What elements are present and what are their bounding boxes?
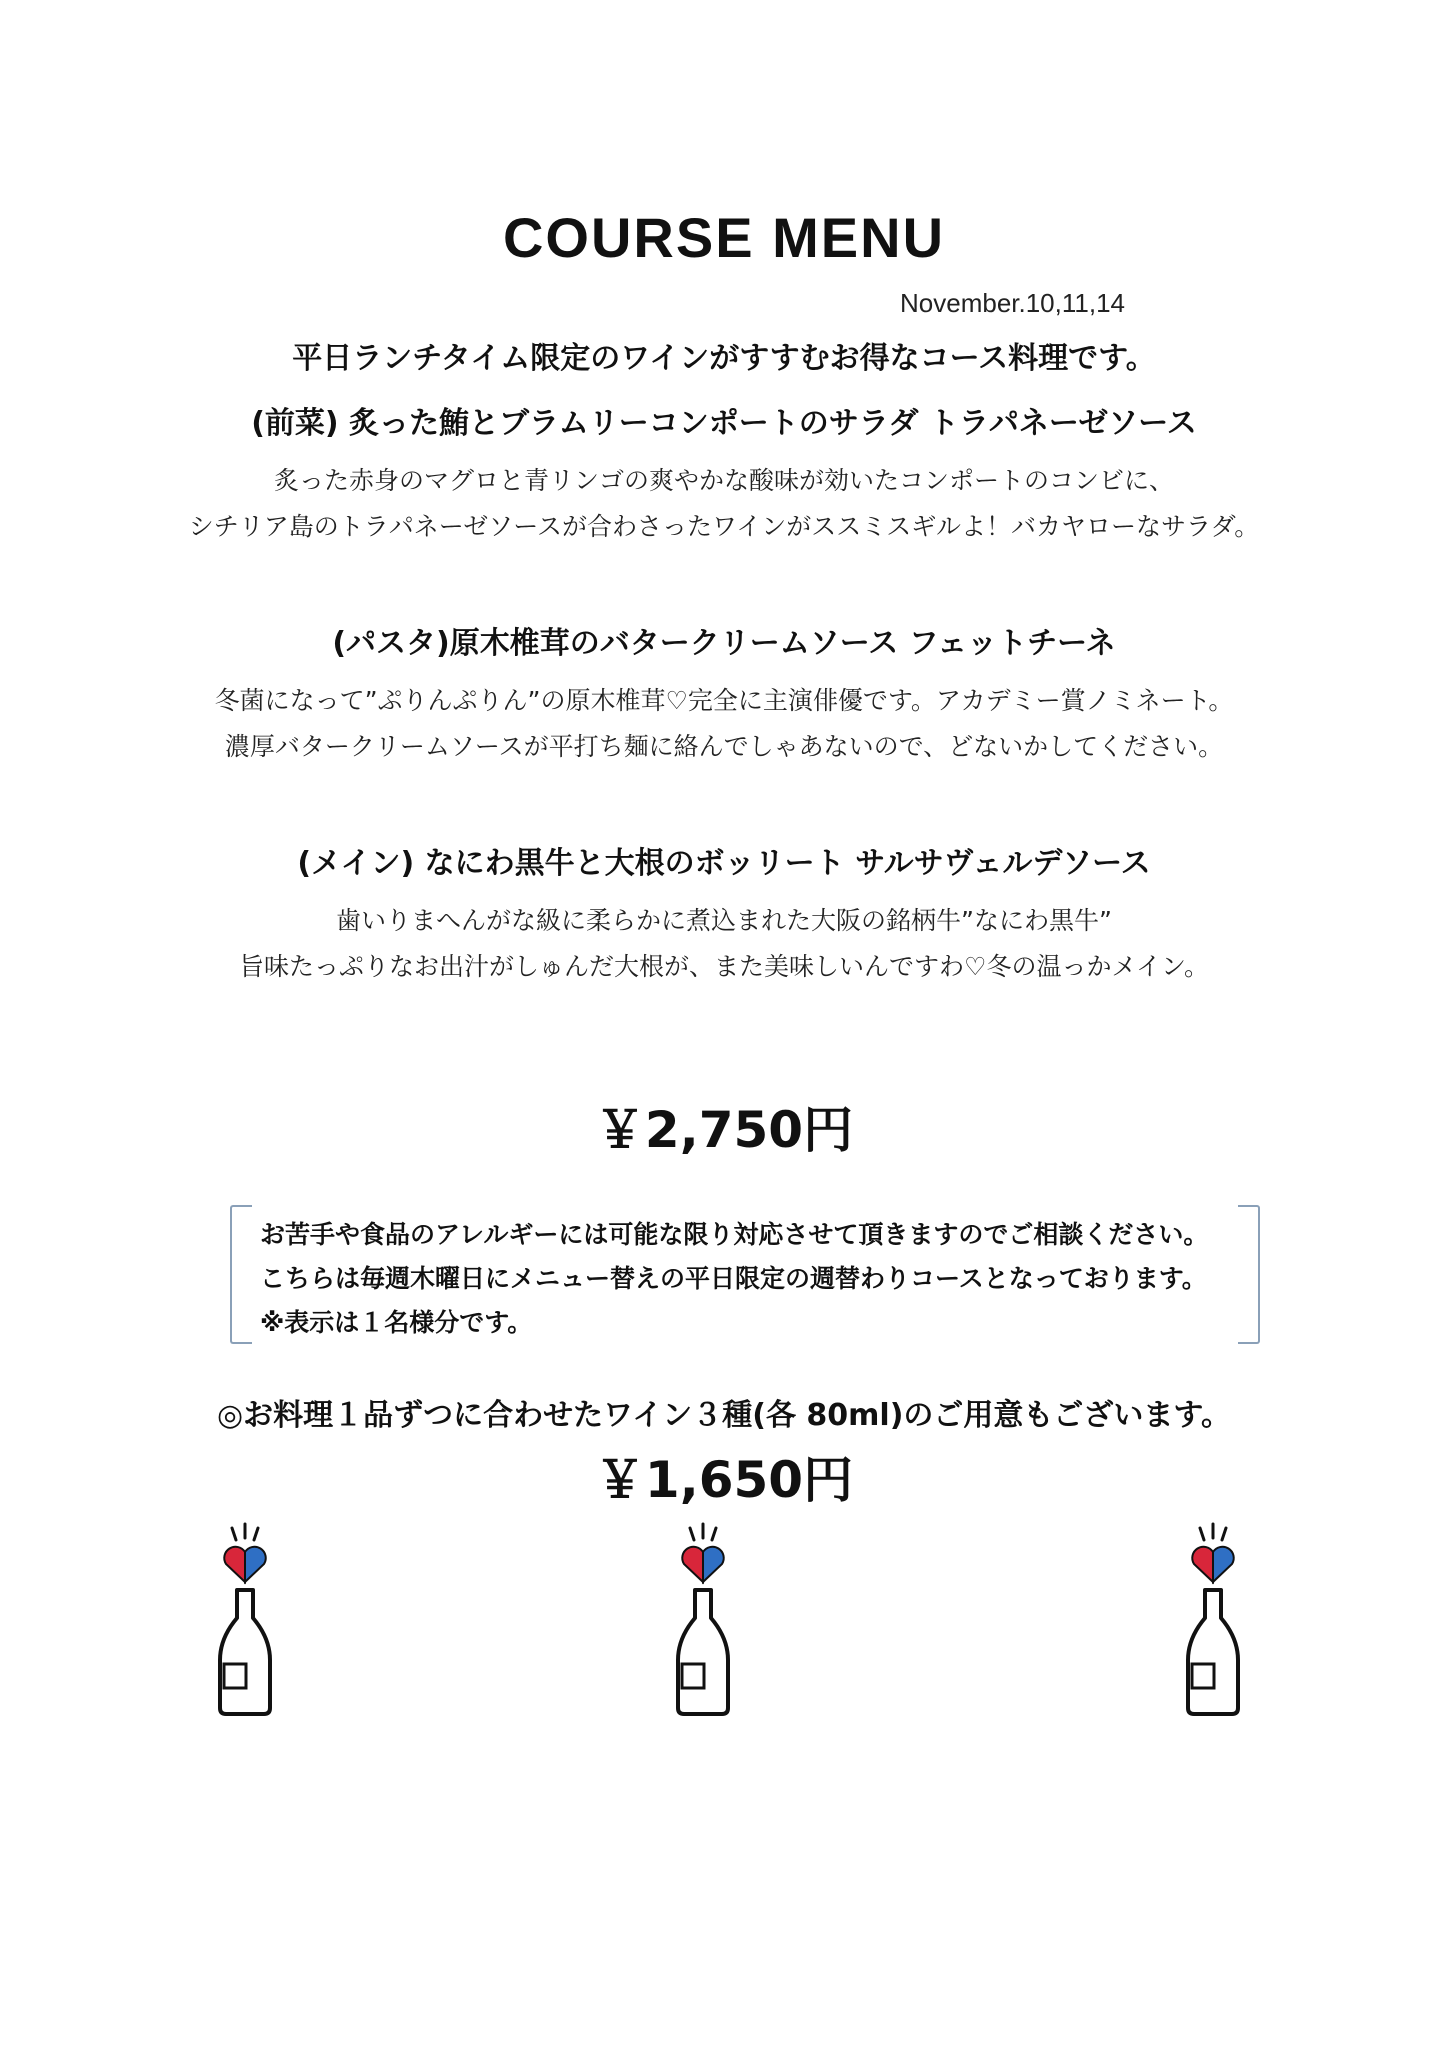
course-desc-line: 歯いりまへんがな級に柔らかに煮込まれた大阪の銘柄牛”なにわ黒牛” bbox=[336, 906, 1112, 935]
course-heading-appetizer: (前菜) 炙った鮪とブラムリーコンポートのサラダ トラパネーゼソース bbox=[251, 406, 1197, 441]
course-price: ￥2,750円 bbox=[594, 1101, 854, 1159]
notice-line: ※表示は１名様分です。 bbox=[260, 1308, 533, 1337]
wine-bottle-heart-icon bbox=[1178, 1520, 1248, 1720]
notice-line: こちらは毎週木曜日にメニュー替えの平日限定の週替わりコースとなっております。 bbox=[260, 1264, 1207, 1293]
notice-box bbox=[230, 1205, 1260, 1340]
notice-line: お苦手や食品のアレルギーには可能な限り対応させて頂きますのでご相談ください。 bbox=[260, 1220, 1209, 1249]
date-label: November.10,11,14 bbox=[900, 288, 1125, 318]
course-heading-main: (メイン) なにわ黒牛と大根のボッリート サルサヴェルデソース bbox=[297, 846, 1151, 881]
wine-pairing-price: ￥1,650円 bbox=[594, 1451, 854, 1509]
course-desc-main bbox=[0, 898, 1448, 990]
wine-bottle-heart-icon bbox=[668, 1520, 738, 1720]
bracket-left bbox=[230, 1205, 252, 1344]
course-desc-pasta bbox=[0, 678, 1448, 770]
page-title: COURSE MENU bbox=[502, 206, 946, 269]
course-desc-line: 旨味たっぷりなお出汁がしゅんだ大根が、また美味しいんですわ♡冬の温っかメイン。 bbox=[239, 952, 1209, 981]
course-desc-line: シチリア島のトラパネーゼソースが合わさったワインがススミスギルよ！バカヤローなサラダ。 bbox=[188, 512, 1260, 541]
course-desc-line: 炙った赤身のマグロと青リンゴの爽やかな酸味が効いたコンポートのコンビに、 bbox=[273, 466, 1174, 495]
course-heading-pasta: (パスタ)原木椎茸のバタークリームソース フェットチーネ bbox=[332, 626, 1116, 661]
wine-pairing-offer: ◎お料理１品ずつに合わせたワイン３種(各 80ml)のご用意もございます。 bbox=[216, 1398, 1232, 1433]
course-desc-line: 濃厚バタークリームソースが平打ち麺に絡んでしゃあないので、どないかしてください。 bbox=[224, 732, 1224, 761]
wine-bottle-heart-icon bbox=[210, 1520, 280, 1720]
course-desc-line: 冬菌になって”ぷりんぷりん”の原木椎茸♡完全に主演俳優です。アカデミー賞ノミネート。 bbox=[214, 686, 1234, 715]
course-desc-appetizer bbox=[0, 458, 1448, 550]
bracket-right bbox=[1238, 1205, 1260, 1344]
tagline: 平日ランチタイム限定のワインがすすむお得なコース料理です。 bbox=[292, 341, 1156, 376]
